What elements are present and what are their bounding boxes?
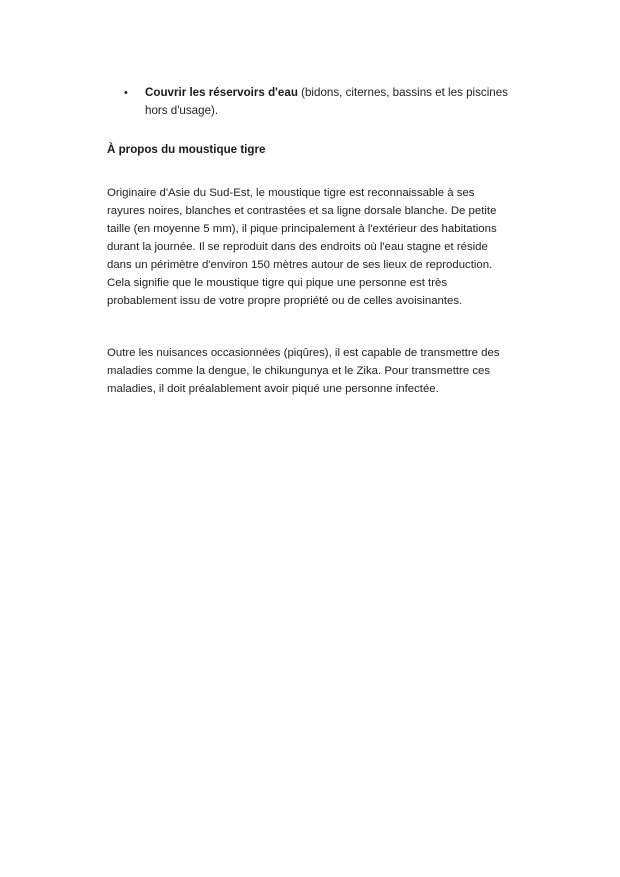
bullet-icon: • <box>124 87 128 99</box>
bullet-text: (bidons, citernes, bassins et les piscines <box>297 86 508 99</box>
text-line: rayures noires, blanches et contrastées et sa ligne dorsale blanche. De petite <box>107 205 497 217</box>
paragraph-diseases <box>107 344 537 398</box>
text-line: maladies comme la dengue, le chikungunya et le Zika. Pour transmettre ces <box>107 365 491 377</box>
section-heading: À propos du moustique tigre <box>107 143 266 156</box>
text-line: durant la journée. Il se reproduit dans des endroits où l'eau stagne et réside <box>107 241 488 253</box>
text-line: maladies, il doit préalablement avoir piqué une personne infectée. <box>107 383 439 395</box>
text-line: Cela signifie que le moustique tigre qui pique une personne est très <box>107 277 448 289</box>
text-line: Originaire d'Asie du Sud-Est, le moustique tigre est reconnaissable à ses <box>107 187 475 199</box>
text-line: taille (en moyenne 5 mm), il pique principalement à l'extérieur des habitations <box>107 223 497 235</box>
bullet-list <box>122 84 542 120</box>
bullet-text-continued: hors d'usage). <box>145 104 219 117</box>
text-line: Outre les nuisances occasionnées (piqûres), il est capable de transmettre des <box>107 347 500 359</box>
list-item <box>122 84 542 120</box>
bullet-bold-text: Couvrir les réservoirs d'eau <box>145 86 298 99</box>
text-line: dans un périmètre d'environ 150 mètres autour de ses lieux de reproduction. <box>107 259 493 271</box>
paragraph-description <box>107 184 537 310</box>
text-line: probablement issu de votre propre propriété ou de celles avoisinantes. <box>107 295 463 307</box>
